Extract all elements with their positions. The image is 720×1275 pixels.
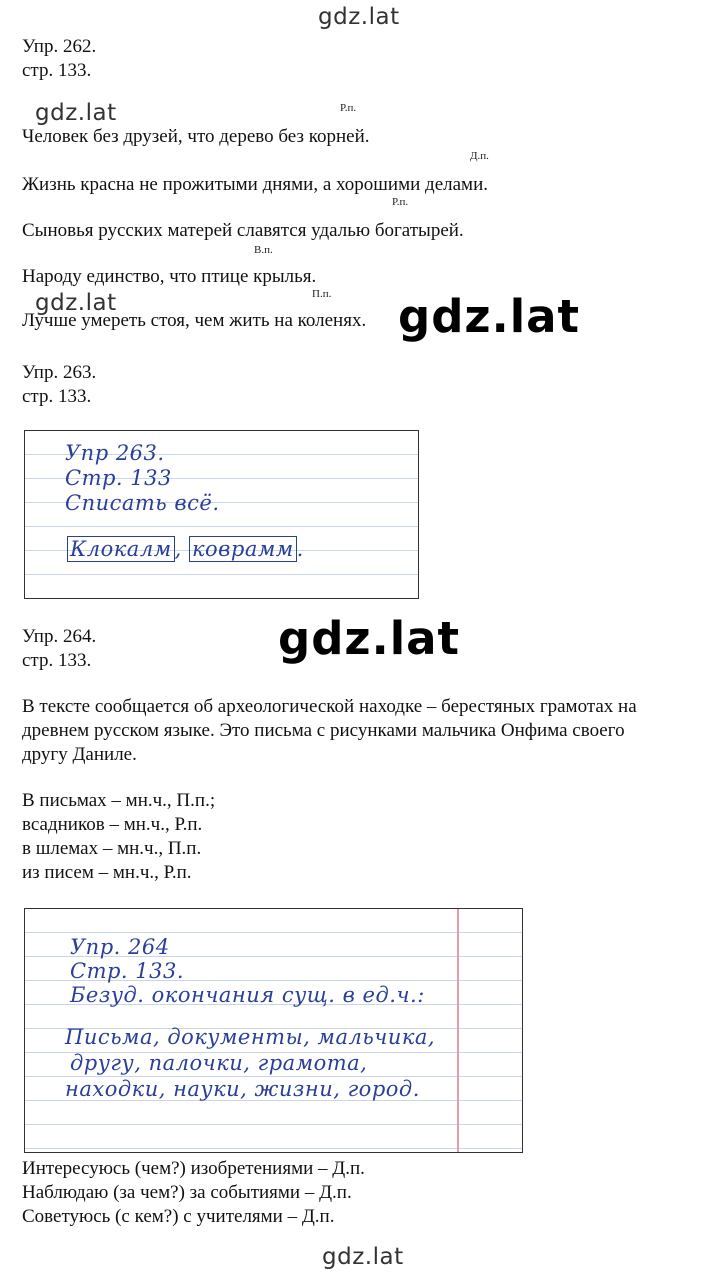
case-label: Р.п. <box>392 196 409 208</box>
list-item: В письмах – мн.ч., П.п.; <box>22 790 216 811</box>
handwritten-line: Списать всё. <box>65 491 220 515</box>
list-item: из писем – мн.ч., Р.п. <box>22 862 192 883</box>
handwritten-line: Стр. 133 <box>65 466 172 490</box>
paragraph-line: В тексте сообщается об археологической находке – берестяных грамотах на <box>22 696 637 717</box>
sentence: Сыновья русских матерей славятся удалью богатырей. <box>22 220 464 241</box>
handwritten-word: коврамм <box>189 536 297 562</box>
sentence: Народу единство, что птице крылья. <box>22 266 317 287</box>
notebook-photo <box>24 908 523 1153</box>
exercise-title: Упр. 263. <box>22 362 97 383</box>
watermark-small: gdz.lat <box>35 100 117 126</box>
handwritten-line: другу, палочки, грамота, <box>70 1051 368 1075</box>
watermark-top: gdz.lat <box>318 4 400 30</box>
case-label: Р.п. <box>340 102 357 114</box>
notebook-photo <box>24 430 419 599</box>
exercise-page: стр. 133. <box>22 386 92 407</box>
handwritten-line: Безуд. окончания сущ. в ед.ч.: <box>70 983 425 1007</box>
case-label: Д.п. <box>470 150 489 162</box>
paragraph-line: другу Даниле. <box>22 744 137 765</box>
answer-line: Интересуюсь (чем?) изобретениями – Д.п. <box>22 1158 365 1179</box>
watermark-large: gdz.lat <box>278 612 461 665</box>
handwritten-line: Стр. 133. <box>70 959 185 983</box>
exercise-title: Упр. 264. <box>22 626 97 647</box>
answer-line: Наблюдаю (за чем?) за событиями – Д.п. <box>22 1182 352 1203</box>
answer-line: Советуюсь (с кем?) с учителями – Д.п. <box>22 1206 335 1227</box>
watermark-large: gdz.lat <box>398 290 581 343</box>
case-label: П.п. <box>312 288 332 300</box>
handwritten-line: Упр. 264 <box>70 935 170 959</box>
sentence: Жизнь красна не прожитыми днями, а хорошими делами. <box>22 174 489 195</box>
sentence: Лучше умереть стоя, чем жить на коленях. <box>22 310 367 331</box>
handwritten-word: Клокалм <box>67 536 175 562</box>
notebook-margin-line <box>457 909 459 1152</box>
case-label: В.п. <box>254 244 273 256</box>
handwritten-line: находки, науки, жизни, город. <box>65 1077 420 1101</box>
watermark-small: gdz.lat <box>35 290 117 316</box>
list-item: в шлемах – мн.ч., П.п. <box>22 838 202 859</box>
handwritten-words: Клокалм , коврамм . <box>67 537 304 561</box>
list-item: всадников – мн.ч., Р.п. <box>22 814 203 835</box>
exercise-page: стр. 133. <box>22 650 92 671</box>
paragraph-line: древнем русском языке. Это письма с рисунками мальчика Онфима своего <box>22 720 625 741</box>
handwritten-line: Упр 263. <box>65 441 165 465</box>
exercise-page: стр. 133. <box>22 60 92 81</box>
exercise-title: Упр. 262. <box>22 36 97 57</box>
sentence: Человек без друзей, что дерево без корней. <box>22 126 370 147</box>
handwritten-line: Письма, документы, мальчика, <box>65 1025 436 1049</box>
watermark-bottom: gdz.lat <box>322 1244 404 1270</box>
